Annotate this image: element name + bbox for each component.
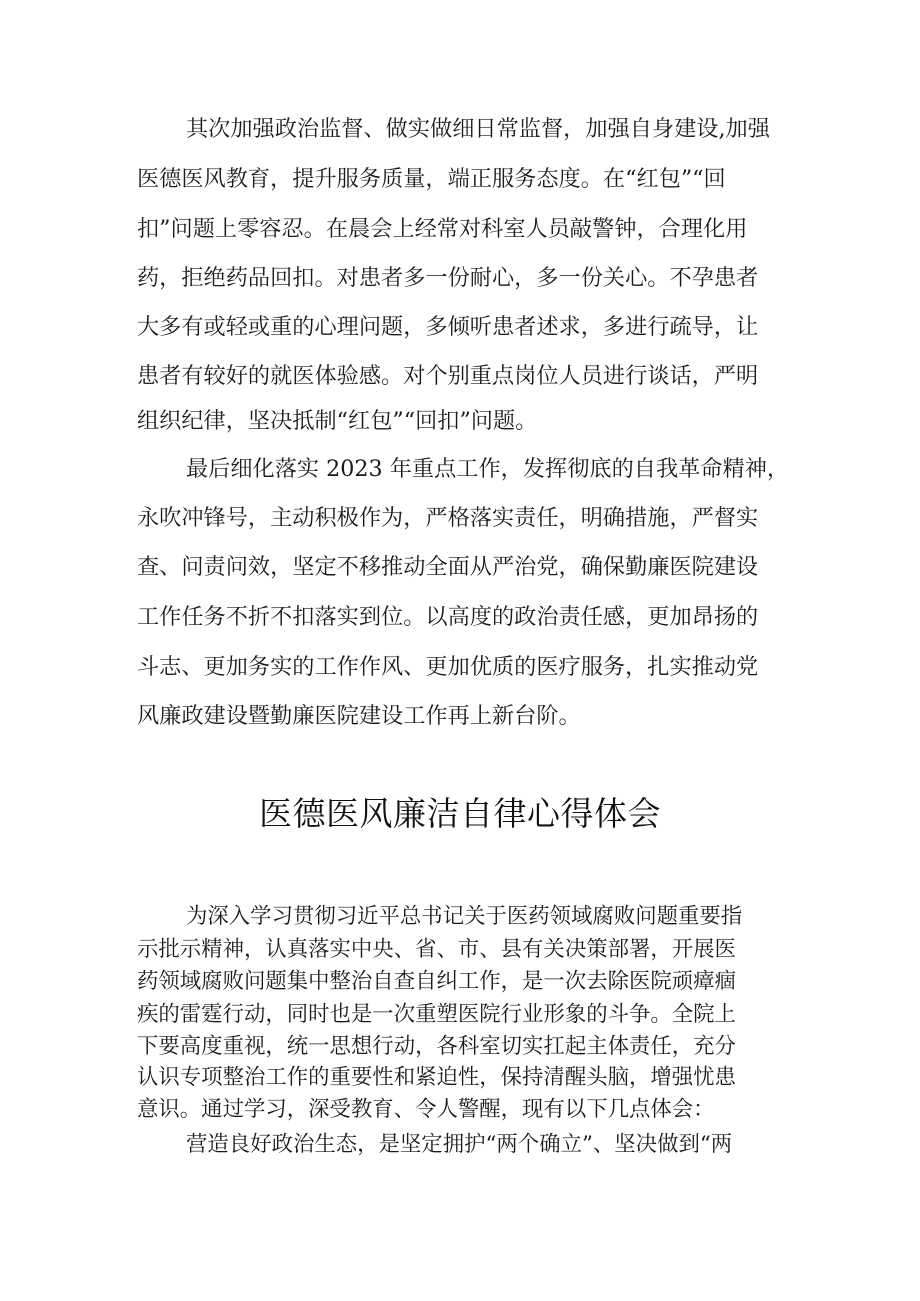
text-line: 下要高度重视，统一思想行动，各科室切实扛起主体责任，充分 [137, 1034, 736, 1059]
text-line: 意识。通过学习，深受教育、令人警醒，现有以下几点体会： [137, 1097, 715, 1122]
text-line: 医德医风教育，提升服务质量，端正服务态度。在“红包”“回 [137, 166, 726, 192]
text-line: 患者有较好的就医体验感。对个别重点岗位人员进行谈话，严明 [137, 363, 759, 389]
text-line: 药，拒绝药品回扣。对患者多一份耐心，多一份关心。不孕患者 [137, 265, 759, 291]
text-line: 风廉政建设暨勤廉医院建设工作再上新台阶。 [137, 703, 581, 729]
text-line: 认识专项整治工作的重要性和紧迫性，保持清醒头脑，增强忧患 [137, 1065, 736, 1090]
article-title: 医德医风廉洁自律心得体会 [259, 794, 661, 833]
text-line: 斗志、更加务实的工作作风、更加优质的医疗服务，扎实推动党 [137, 654, 759, 680]
text-line: 营造良好政治生态，是坚定拥护“两个确立”、坚决做到“两 [186, 1132, 733, 1157]
text-line: 永吹冲锋号，主动积极作为，严格落实责任，明确措施，严督实 [137, 505, 759, 531]
text-line: 示批示精神，认真落实中央、省、市、县有关决策部署，开展医 [137, 937, 736, 962]
text-line: 组织纪律，坚决抵制“红包”“回扣”问题。 [137, 408, 538, 434]
text-line: 疾的雷霆行动，同时也是一次重塑医院行业形象的斗争。全院上 [137, 1002, 736, 1027]
text-line: 药领域腐败问题集中整治自查自纠工作，是一次去除医院顽瘴痼 [137, 969, 736, 994]
text-line: 工作任务不折不扣落实到位。以高度的政治责任感，更加昂扬的 [137, 604, 759, 630]
text-line: 扣”问题上零容忍。在晨会上经常对科室人员敲警钟，合理化用 [137, 216, 748, 242]
text-line: 最后细化落实 2023 年重点工作，发挥彻底的自我革命精神， [186, 456, 790, 482]
text-line: 查、问责问效，坚定不移推动全面从严治党，确保勤廉医院建设 [137, 554, 759, 580]
text-line: 为深入学习贯彻习近平总书记关于医药领域腐败问题重要指 [186, 904, 743, 929]
text-line: 大多有或轻或重的心理问题，多倾听患者述求，多进行疏导，让 [137, 314, 759, 340]
text-line: 其次加强政治监督、做实做细日常监督，加强自身建设,加强 [186, 116, 770, 142]
